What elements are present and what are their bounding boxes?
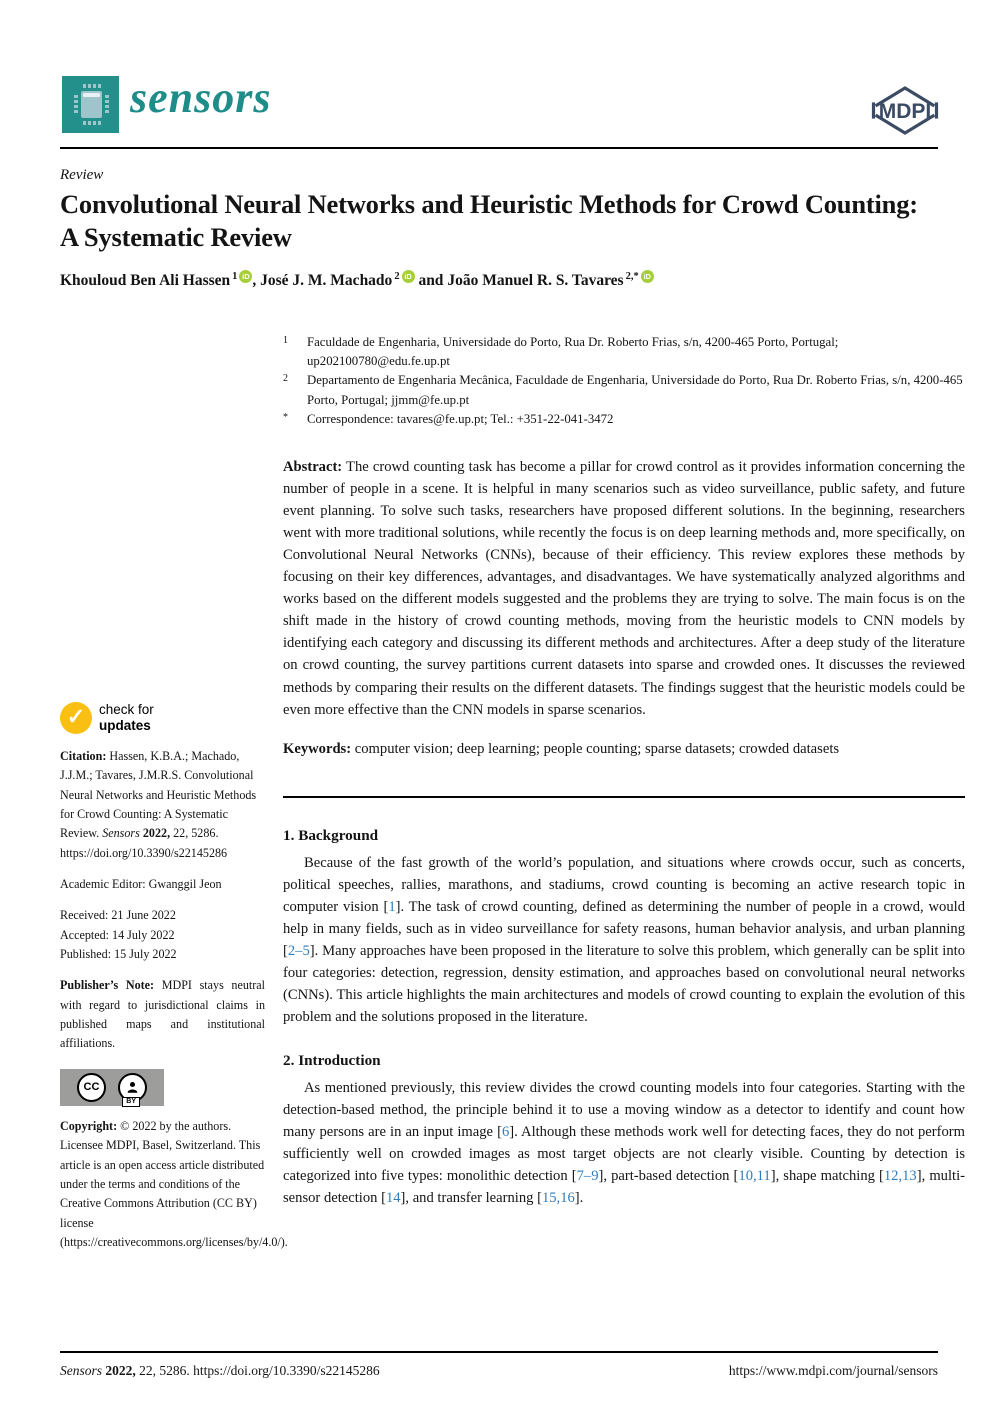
keywords-label: Keywords:: [283, 740, 352, 757]
main-column: [283, 333, 965, 1209]
check-for-updates-badge[interactable]: [60, 702, 265, 734]
page-title: Convolutional Neural Networks and Heuristic Methods for Crowd Counting: A Systematic Review: [60, 189, 918, 253]
footer-divider: [60, 1351, 938, 1353]
correspondence-text: Correspondence: tavares@fe.up.pt; Tel.: +351-22-041-3472: [307, 411, 614, 426]
publishers-note-text: MDPI stays neutral with regard to jurisdictional claims in published maps and institutional affiliations.: [60, 978, 265, 1051]
paragraph-text: ], shape matching [: [770, 1167, 884, 1184]
journal-logotype: sensors: [130, 73, 272, 122]
author-separator: ,: [252, 272, 261, 290]
citation-ref[interactable]: 2–5: [287, 942, 310, 959]
sensors-chip-logo-icon: [62, 76, 119, 138]
footer-journal: Sensors: [60, 1363, 103, 1378]
citation-doi-link[interactable]: 22, 5286. https://doi.org/10.3390/s22145286: [60, 826, 228, 860]
citation-ref[interactable]: 1: [388, 898, 396, 915]
footer-journal-url[interactable]: https://www.mdpi.com/journal/sensors: [728, 1363, 938, 1378]
academic-editor: Academic Editor: Gwanggil Jeon: [60, 877, 222, 892]
paragraph-text: ], and transfer learning [: [400, 1190, 542, 1207]
citation-ref[interactable]: 14: [385, 1190, 401, 1207]
author-name: José J. M. Machado: [260, 272, 393, 290]
mdpi-logo-text: MDPI: [878, 100, 932, 123]
authors-line: [60, 270, 930, 290]
publishers-note-label: Publisher’s Note:: [60, 978, 155, 993]
section-heading-background: 1. Background: [283, 826, 379, 844]
copyright-label: Copyright:: [60, 1118, 118, 1133]
footer-year: 2022,: [102, 1363, 136, 1378]
affiliation-item: [283, 333, 965, 371]
citation-ref[interactable]: 6: [501, 1123, 510, 1140]
affiliation-marker: 1: [283, 335, 288, 346]
paragraph-text: ], part-based detection [: [598, 1167, 739, 1184]
citation-ref[interactable]: 15,16: [541, 1190, 575, 1207]
article-type-label: Review: [60, 167, 104, 183]
orcid-icon[interactable]: iD: [402, 270, 415, 283]
mdpi-logo-icon: [864, 84, 946, 143]
author-name: Khouloud Ben Ali Hassen: [60, 272, 231, 290]
copyright-block: [60, 1117, 288, 1252]
received-date: Received: 21 June 2022: [60, 908, 176, 923]
paragraph-text: ]. Although these methods work well for detecting faces, they do not perform sufficiently well on crowded images as most target objects are not clearly visible. Counting by detection is categorized into five types: monolithic detection [: [283, 1123, 965, 1184]
paragraph-text: ], multi-sensor detection [: [283, 1167, 965, 1207]
published-date: Published: 15 July 2022: [60, 947, 177, 962]
cc-icon: CC: [77, 1073, 106, 1102]
citation-ref[interactable]: 12,13: [883, 1167, 917, 1184]
body-divider: [283, 796, 965, 798]
affiliation-item: [283, 410, 965, 431]
affiliation-item: [283, 371, 965, 409]
citation-year: 2022,: [139, 826, 171, 841]
cc-by-license-badge[interactable]: [60, 1069, 164, 1106]
citation-ref[interactable]: 7–9: [576, 1167, 599, 1184]
abstract-label: Abstract:: [283, 459, 343, 476]
orcid-icon[interactable]: iD: [239, 270, 252, 283]
paragraph-text: ]. Many approaches have been proposed in the literature to solve this problem, which generally can be split into four categories: detection, regression, density estimation, and approaches based on convolutional neural networks (CNNs). This article highlights the main architectures and models of crowd counting to explain the evolution of this problem and the solutions proposed in the literature.: [283, 942, 965, 1025]
section-heading-introduction: 2. Introduction: [283, 1051, 381, 1069]
author-affil-sup: 2,*: [625, 271, 639, 282]
copyright-text: © 2022 by the authors. Licensee MDPI, Basel, Switzerland. This article is an open access article distributed under the terms and conditions of the Creative Commons Attribution (CC BY) license (https://creativecommons.org/licenses/by/4.0/).: [60, 1118, 288, 1249]
orcid-icon[interactable]: iD: [641, 270, 654, 283]
author-affil-sup: 2: [394, 271, 400, 282]
sidebar: [60, 702, 288, 1252]
publishers-note: [60, 976, 265, 1053]
citation-label: Citation:: [60, 749, 107, 763]
citation-journal: Sensors: [102, 826, 140, 841]
abstract-text: The crowd counting task has become a pillar for crowd control as it provides information concerning the number of people in a scene. It is helpful in many scenarios such as video surveillance, public safety, and future event planning. To solve such tasks, researchers have proposed different solutions. In the beginning, researchers went with more traditional solutions, while recently the focus is on deep learning methods and, more specifically, on Convolutional Neural Networks (CNNs), because of their efficiency. This review explores these methods by focusing on their key differences, advantages, and disadvantages. We have systematically analyzed algorithms and works based on the different models suggested and the problems they are trying to solve. The main focus is on the shift made in the history of crowd counting methods, moving from the heuristic models to CNN models by identifying each category and discussing its different methods and architectures. After a deep study of the literature on crowd counting, the survey partitions current datasets into sparse and crowded ones. It discusses the reviewed methods by comparing their results on the different datasets. The findings suggest that the heuristic models could be even more effective than the CNN models in sparse scenarios.: [283, 459, 965, 718]
header-divider: [60, 147, 938, 149]
check-for-updates-text: check for updates: [99, 702, 154, 733]
author-affil-sup: 1: [232, 271, 238, 282]
check-icon: ✓: [60, 702, 92, 734]
footer-citation: [60, 1363, 380, 1379]
footer-doi-link[interactable]: 22, 5286. https://doi.org/10.3390/s22145286: [135, 1363, 380, 1378]
citation-ref[interactable]: 10,11: [738, 1167, 771, 1184]
author-name: João Manuel R. S. Tavares: [447, 272, 624, 290]
accepted-date: Accepted: 14 July 2022: [60, 927, 175, 942]
keywords-text: computer vision; deep learning; people counting; sparse datasets; crowded datasets: [354, 740, 840, 757]
abstract: [283, 456, 965, 720]
citation-names: Hassen, K.B.A.; Machado, J.J.M.; Tavares, J.M.R.S. Convolutional Neural Networks and Heuristic Methods for Crowd Counting: A Systematic Review.: [60, 749, 257, 841]
author-separator: and: [414, 272, 448, 290]
paragraph-text: ].: [574, 1190, 584, 1207]
affiliation-text: Faculdade de Engenharia, Universidade do Porto, Rua Dr. Roberto Frias, s/n, 4200-465 Porto, Portugal; up202100780@edu.fe.up.pt: [307, 335, 839, 369]
affiliation-marker: 2: [283, 373, 288, 385]
affiliation-marker: *: [283, 411, 288, 423]
affiliation-text: Departamento de Engenharia Mecânica, Faculdade de Engenharia, Universidade do Porto, Rua Dr. Roberto Frias, s/n, 4200-465 Porto, Portugal; jjmm@fe.up.pt: [307, 373, 963, 407]
keywords: [283, 738, 965, 760]
by-label: BY: [122, 1097, 140, 1107]
paragraph-text: ]. The task of crowd counting, defined as determining the number of people in a crowd, would help in many fields, such as in video surveillance for safety reasons, human behavior analysis, and urban planning [: [283, 898, 965, 959]
citation-block: [60, 747, 265, 863]
section-paragraph: [283, 1077, 965, 1209]
paragraph-text: As mentioned previously, this review divides the crowd counting models into four categories. Starting with the detection-based method, the principle behind it to use a moving window as a detector to identify and count how many persons are in an input image [: [283, 1079, 965, 1140]
paragraph-text: Because of the fast growth of the world’s population, and situations where crowds occur, such as concerts, political speeches, rallies, marathons, and stadiums, crowd counting is becoming an active research topic in computer vision [: [283, 854, 965, 915]
section-paragraph: [283, 852, 965, 1028]
